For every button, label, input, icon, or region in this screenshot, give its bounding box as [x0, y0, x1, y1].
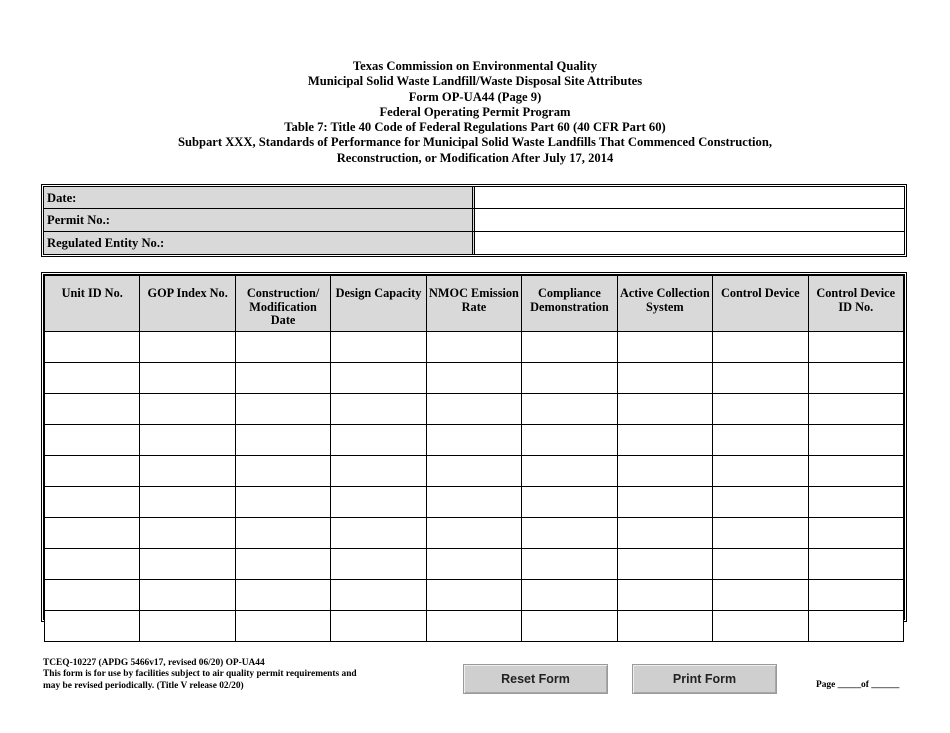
table-cell-input[interactable] — [331, 487, 426, 518]
table-cell-input[interactable] — [331, 456, 426, 487]
table-cell-input[interactable] — [713, 580, 808, 611]
table-cell-input[interactable] — [426, 363, 521, 394]
table-cell-input[interactable] — [713, 611, 808, 642]
table-cell-input[interactable] — [522, 487, 617, 518]
table-cell-input[interactable] — [45, 580, 140, 611]
table-cell-input[interactable] — [426, 394, 521, 425]
table-cell-input[interactable] — [713, 456, 808, 487]
table-cell-input[interactable] — [140, 518, 235, 549]
column-header-text: Unit ID No. — [61, 286, 123, 300]
column-header-text: Rate — [461, 299, 487, 314]
table-cell-input[interactable] — [808, 549, 904, 580]
attributes-table-box — [41, 272, 907, 622]
table-cell-input[interactable] — [331, 549, 426, 580]
table-cell-input[interactable] — [140, 456, 235, 487]
table-cell-input[interactable] — [522, 549, 617, 580]
header-agency: Texas Commission on Environmental Quality — [352, 59, 598, 73]
table-cell-input[interactable] — [808, 394, 904, 425]
table-cell-input[interactable] — [45, 425, 140, 456]
header-subpart-line2: Reconstruction, or Modification After July 17, 2014 — [336, 150, 614, 165]
table-row — [45, 425, 904, 456]
table-cell-input[interactable] — [713, 518, 808, 549]
column-header-text: Date — [270, 313, 296, 327]
column-header-text: Modification — [249, 299, 317, 314]
table-cell-input[interactable] — [808, 611, 904, 642]
table-cell-input[interactable] — [331, 394, 426, 425]
table-cell-input[interactable] — [617, 549, 712, 580]
date-field[interactable] — [475, 187, 904, 208]
column-header-text: Control Device — [720, 286, 800, 300]
table-cell-input[interactable] — [617, 611, 712, 642]
column-header-text: Design Capacity — [335, 286, 422, 300]
table-row — [45, 394, 904, 425]
table-cell-input[interactable] — [140, 425, 235, 456]
table-cell-input[interactable] — [617, 518, 712, 549]
form-header — [0, 59, 950, 166]
table-cell-input[interactable] — [808, 487, 904, 518]
table-cell-input[interactable] — [331, 363, 426, 394]
table-cell-input[interactable] — [45, 611, 140, 642]
table-cell-input[interactable] — [140, 394, 235, 425]
table-cell-input[interactable] — [713, 425, 808, 456]
table-row — [45, 487, 904, 518]
table-cell-input[interactable] — [235, 332, 330, 363]
table-cell-input[interactable] — [45, 487, 140, 518]
table-cell-input[interactable] — [140, 363, 235, 394]
column-header — [235, 276, 330, 332]
table-cell-input[interactable] — [235, 549, 330, 580]
table-cell-input[interactable] — [45, 394, 140, 425]
table-cell-input[interactable] — [522, 456, 617, 487]
table-cell-input[interactable] — [617, 456, 712, 487]
table-cell-input[interactable] — [617, 394, 712, 425]
table-cell-input[interactable] — [617, 580, 712, 611]
table-cell-input[interactable] — [808, 456, 904, 487]
table-cell-input[interactable] — [713, 549, 808, 580]
entity-row — [44, 232, 904, 254]
date-label: Date: — [44, 187, 475, 208]
table-cell-input[interactable] — [45, 363, 140, 394]
column-header — [426, 276, 521, 332]
table-cell-input[interactable] — [808, 363, 904, 394]
table-cell-input[interactable] — [426, 580, 521, 611]
table-cell-input[interactable] — [45, 332, 140, 363]
table-cell-input[interactable] — [140, 487, 235, 518]
column-header — [140, 276, 235, 332]
permit-number-label: Permit No.: — [44, 209, 475, 230]
column-header-text: Control Device — [816, 286, 896, 300]
table-cell-input[interactable] — [331, 518, 426, 549]
table-cell-input[interactable] — [140, 611, 235, 642]
table-cell-input[interactable] — [522, 611, 617, 642]
table-cell-input[interactable] — [45, 518, 140, 549]
table-cell-input[interactable] — [617, 487, 712, 518]
table-cell-input[interactable] — [235, 456, 330, 487]
table-cell-input[interactable] — [235, 580, 330, 611]
table-row — [45, 580, 904, 611]
table-row — [45, 363, 904, 394]
table-cell-input[interactable] — [426, 487, 521, 518]
table-cell-input[interactable] — [426, 456, 521, 487]
table-cell-input[interactable] — [808, 332, 904, 363]
column-header-text: Demonstration — [530, 299, 609, 314]
table-cell-input[interactable] — [713, 332, 808, 363]
table-cell-input[interactable] — [426, 332, 521, 363]
table-cell-input[interactable] — [522, 363, 617, 394]
column-header-text: Compliance — [537, 286, 601, 300]
column-header-text: Active Collection — [619, 286, 710, 300]
table-row — [45, 518, 904, 549]
column-header — [617, 276, 712, 332]
column-header — [522, 276, 617, 332]
table-cell-input[interactable] — [235, 487, 330, 518]
header-table-title: Table 7: Title 40 Code of Federal Regulations Part 60 (40 CFR Part 60) — [284, 120, 666, 135]
table-cell-input[interactable] — [522, 425, 617, 456]
table-cell-input[interactable] — [522, 332, 617, 363]
table-row — [45, 456, 904, 487]
table-cell-input[interactable] — [426, 549, 521, 580]
reset-form-button[interactable]: Reset Form — [463, 664, 608, 694]
table-cell-input[interactable] — [331, 611, 426, 642]
attributes-table — [44, 275, 904, 642]
table-cell-input[interactable] — [713, 394, 808, 425]
column-header — [713, 276, 808, 332]
table-cell-input[interactable] — [426, 425, 521, 456]
column-header-text: GOP Index No. — [147, 286, 228, 300]
table-cell-input[interactable] — [713, 487, 808, 518]
table-cell-input[interactable] — [522, 580, 617, 611]
table-cell-input[interactable] — [617, 363, 712, 394]
print-form-button[interactable]: Print Form — [632, 664, 777, 694]
column-header-text: ID No. — [838, 299, 874, 314]
footer-form-id: TCEQ-10227 (APDG 5466v17, revised 06/20) OP-UA44 — [43, 658, 265, 668]
table-cell-input[interactable] — [45, 456, 140, 487]
table-cell-input[interactable] — [713, 363, 808, 394]
table-cell-input[interactable] — [331, 580, 426, 611]
column-header — [331, 276, 426, 332]
table-header-row — [45, 276, 904, 332]
permit-row — [44, 209, 904, 231]
table-cell-input[interactable] — [331, 425, 426, 456]
regulated-entity-field[interactable] — [475, 232, 904, 254]
header-form-number: Form OP-UA44 (Page 9) — [408, 89, 542, 104]
table-cell-input[interactable] — [140, 332, 235, 363]
table-cell-input[interactable] — [426, 611, 521, 642]
table-body — [45, 332, 904, 642]
header-program: Federal Operating Permit Program — [379, 104, 571, 119]
footer-revision-note: may be revised periodically. (Title V release 02/20) — [43, 680, 244, 691]
table-cell-input[interactable] — [808, 425, 904, 456]
permit-info-box — [41, 184, 907, 257]
table-cell-input[interactable] — [235, 425, 330, 456]
table-cell-input[interactable] — [617, 332, 712, 363]
table-cell-input[interactable] — [235, 611, 330, 642]
table-cell-input[interactable] — [617, 425, 712, 456]
table-cell-input[interactable] — [235, 394, 330, 425]
table-cell-input[interactable] — [426, 518, 521, 549]
table-cell-input[interactable] — [808, 580, 904, 611]
regulated-entity-label: Regulated Entity No.: — [44, 232, 475, 254]
column-header — [45, 276, 140, 332]
table-row — [45, 611, 904, 642]
table-row — [45, 549, 904, 580]
header-form-subject: Municipal Solid Waste Landfill/Waste Disposal Site Attributes — [307, 74, 643, 89]
column-header — [808, 276, 904, 332]
page-number: Page _____of ______ — [816, 680, 900, 690]
header-subpart-line1: Subpart XXX, Standards of Performance for Municipal Solid Waste Landfills That Commenced Construction, — [177, 135, 773, 150]
table-cell-input[interactable] — [808, 518, 904, 549]
footer-usage-note: This form is for use by facilities subject to air quality permit requirements and — [43, 669, 357, 680]
table-cell-input[interactable] — [45, 549, 140, 580]
table-cell-input[interactable] — [331, 332, 426, 363]
table-cell-input[interactable] — [140, 580, 235, 611]
table-cell-input[interactable] — [140, 549, 235, 580]
date-row — [44, 187, 904, 209]
permit-number-field[interactable] — [475, 209, 904, 230]
column-header-text: Construction/ — [246, 286, 320, 300]
table-cell-input[interactable] — [235, 363, 330, 394]
column-header-text: NMOC Emission — [429, 286, 519, 300]
table-cell-input[interactable] — [522, 394, 617, 425]
table-cell-input[interactable] — [522, 518, 617, 549]
table-row — [45, 332, 904, 363]
form-footer — [43, 658, 357, 692]
column-header-text: System — [646, 299, 684, 314]
table-cell-input[interactable] — [235, 518, 330, 549]
